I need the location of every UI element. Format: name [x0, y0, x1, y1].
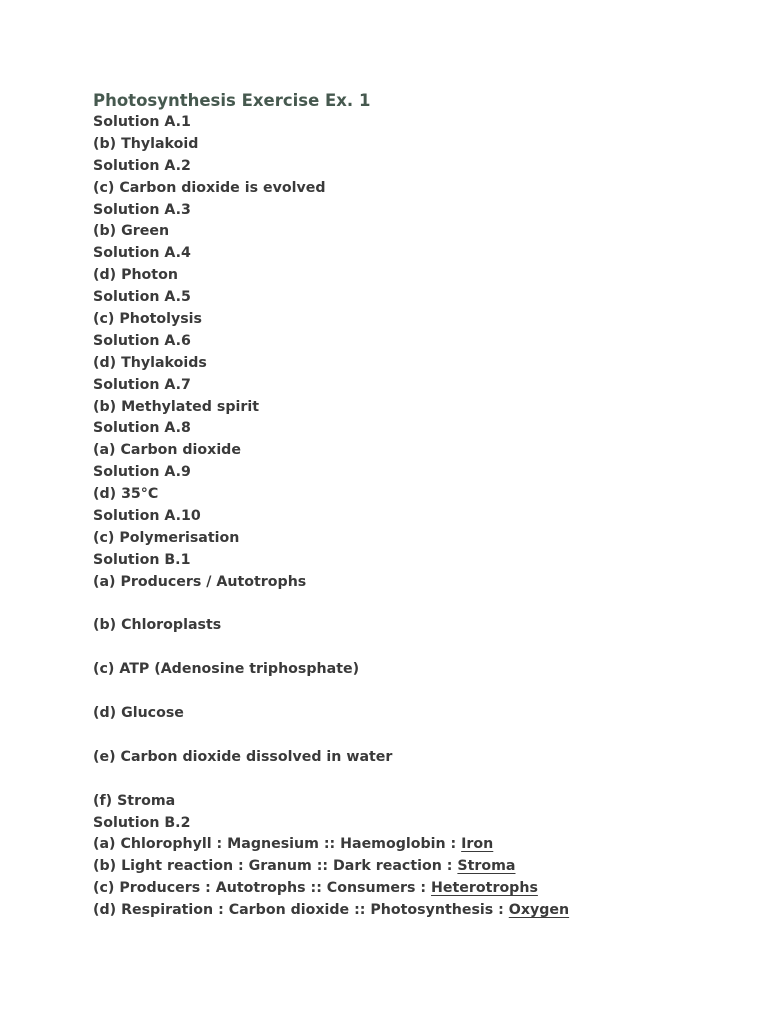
solution-label: Solution B.2 — [93, 814, 191, 831]
solution-label: Solution A.10 — [93, 508, 201, 525]
fill-in-answer: (d) Glucose — [93, 705, 184, 722]
solution-label: Solution A.7 — [93, 376, 191, 393]
solution-answer: (c) Polymerisation — [93, 529, 240, 546]
fill-in-answer: (c) ATP (Adenosine triphosphate) — [93, 661, 360, 678]
fill-in-answer: (f) Stroma — [93, 792, 176, 809]
analogy-line — [93, 900, 733, 922]
solution-answer: (d) 35°C — [93, 486, 159, 503]
analogy-line — [93, 878, 733, 900]
solution-answer: (c) Carbon dioxide is evolved — [93, 179, 326, 196]
solution-label: Solution A.9 — [93, 464, 191, 481]
analogy-prefix: (a) Chlorophyll : Magnesium :: Haemoglobin : — [93, 836, 462, 853]
solution-label: Solution A.6 — [93, 332, 191, 349]
fill-in-answer: (b) Chloroplasts — [93, 617, 222, 634]
analogy-line — [93, 834, 733, 856]
solution-answer: (b) Thylakoid — [93, 135, 199, 152]
analogy-answer: Heterotrophs — [431, 880, 538, 897]
fill-in-answer: (e) Carbon dioxide dissolved in water — [93, 748, 393, 765]
analogy-answer: Oxygen — [508, 902, 570, 919]
analogy-answer: Iron — [461, 836, 494, 853]
solution-answer: (c) Photolysis — [93, 311, 202, 328]
solution-answer: (d) Thylakoids — [93, 354, 207, 371]
solution-label: Solution A.8 — [93, 420, 191, 437]
solution-label: Solution A.1 — [93, 114, 191, 130]
solution-answer: (a) Carbon dioxide — [93, 442, 241, 459]
analogy-prefix: (c) Producers : Autotrophs :: Consumers : — [93, 880, 432, 897]
solution-label: Solution A.3 — [93, 201, 191, 218]
solution-label: Solution B.1 — [93, 551, 191, 568]
solution-label: Solution A.2 — [93, 157, 191, 174]
analogy-answer: Stroma — [457, 858, 516, 875]
blank-line — [93, 681, 733, 703]
blank-line — [93, 594, 733, 616]
solution-label: Solution A.4 — [93, 245, 191, 262]
document-content — [93, 90, 733, 922]
blank-line — [93, 769, 733, 791]
analogy-prefix: (b) Light reaction : Granum :: Dark reaction : — [93, 858, 458, 875]
solution-answer: (b) Green — [93, 223, 170, 240]
analogy-prefix: (d) Respiration : Carbon dioxide :: Photosynthesis : — [93, 902, 509, 919]
solution-label: Solution A.5 — [93, 289, 191, 306]
analogy-line — [93, 856, 733, 878]
fill-in-answer: (a) Producers / Autotrophs — [93, 573, 307, 590]
blank-line — [93, 637, 733, 659]
solution-answer: (d) Photon — [93, 267, 178, 284]
solution-answer: (b) Methylated spirit — [93, 398, 259, 415]
page-title: Photosynthesis Exercise Ex. 1 — [93, 91, 371, 110]
blank-line — [93, 725, 733, 747]
